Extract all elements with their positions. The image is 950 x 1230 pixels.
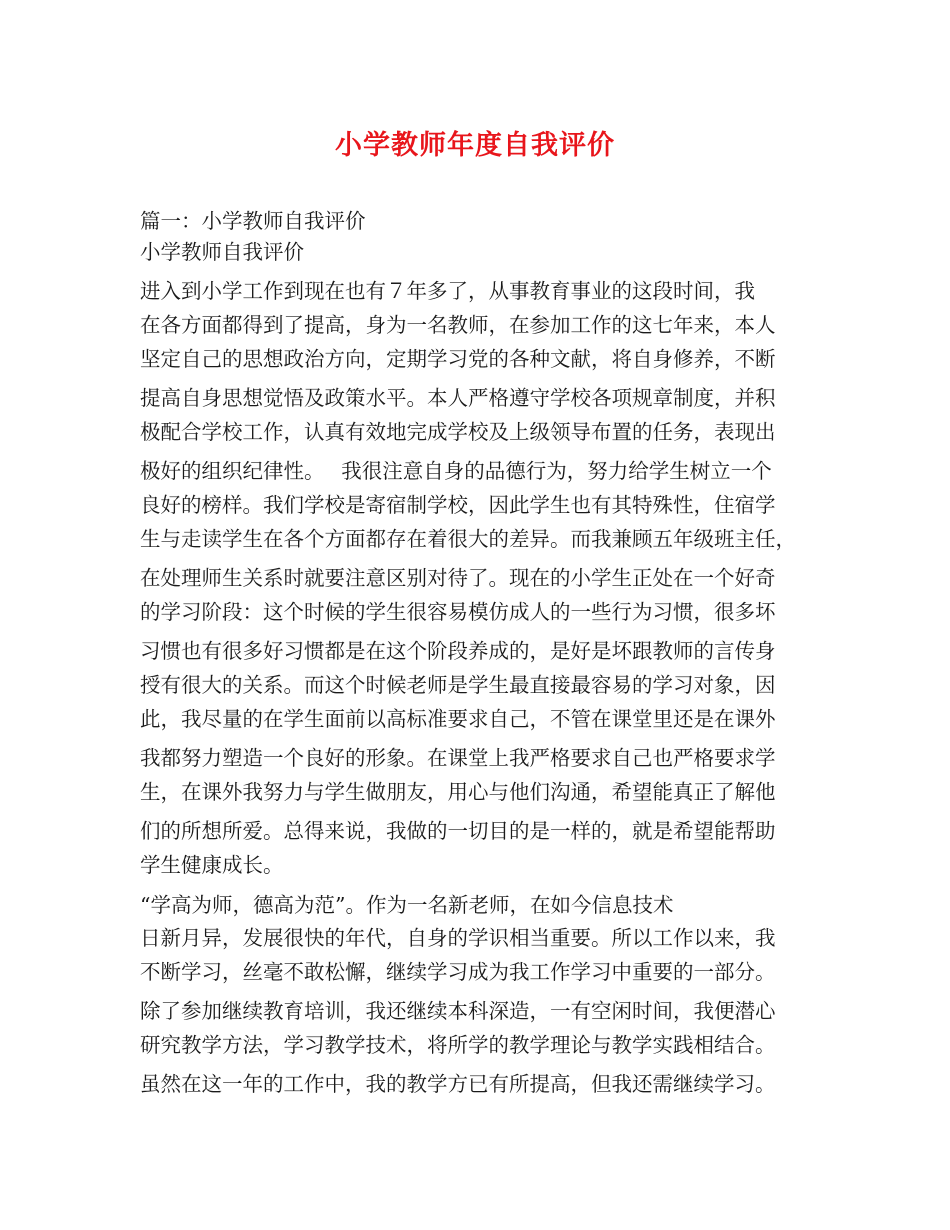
text-line: 不断学习，丝毫不敢松懈，继续学习成为我工作学习中重要的一部分。 (140, 960, 776, 984)
text-line: 极好的组织纪律性。 我很注意自身的品德行为，努力给学生树立一个 (140, 459, 772, 483)
text-line: 篇一：小学教师自我评价 (140, 209, 366, 233)
text-line: 进入到小学工作到现在也有７年多了，从事教育事业的这段时间，我 (140, 279, 755, 303)
text-line: 学生健康成长。 (140, 853, 284, 877)
text-line: 授有很大的关系。而这个时候老师是学生最直接最容易的学习对象，因 (140, 673, 776, 697)
text-line: 我都努力塑造一个良好的形象。在课堂上我严格要求自己也严格要求学 (140, 746, 776, 770)
text-line: 的学习阶段：这个时候的学生很容易模仿成人的一些行为习惯，很多坏 (140, 600, 776, 624)
text-line: 此，我尽量的在学生面前以高标准要求自己，不管在课堂里还是在课外 (140, 707, 776, 731)
text-line: 们的所想所爱。总得来说，我做的一切目的是一样的，就是希望能帮助 (140, 819, 776, 843)
text-line: 生，在课外我努力与学生做朋友，用心与他们沟通，希望能真正了解他 (140, 780, 776, 804)
text-line: 良好的榜样。我们学校是寄宿制学校，因此学生也有其特殊性，住宿学 (140, 493, 776, 517)
text-line: 提高自身思想觉悟及政策水平。本人严格遵守学校各项规章制度，并积 (140, 386, 776, 410)
text-line: 在各方面都得到了提高，身为一名教师，在参加工作的这七年来，本人 (140, 313, 776, 337)
text-line: 坚定自己的思想政治方向，定期学习党的各种文献，将自身修养，不断 (140, 347, 776, 371)
document-title: 小学教师年度自我评价 (335, 130, 615, 161)
text-line: 生与走读学生在各个方面都存在着很大的差异。而我兼顾五年级班主任， (140, 527, 796, 551)
text-line: 小学教师自我评价 (140, 240, 304, 264)
text-line: 习惯也有很多好习惯都是在这个阶段养成的，是好是坏跟教师的言传身 (140, 639, 776, 663)
text-line: 除了参加继续教育培训，我还继续本科深造，一有空闲时间，我便潜心 (140, 999, 776, 1023)
text-line: 极配合学校工作，认真有效地完成学校及上级领导布置的任务，表现出 (140, 420, 776, 444)
text-line: 日新月异，发展很快的年代，自身的学识相当重要。所以工作以来，我 (140, 926, 776, 950)
text-line: 虽然在这一年的工作中，我的教学方已有所提高，但我还需继续学习。 (140, 1072, 776, 1096)
text-line: “学高为师，德高为范”。作为一名新老师，在如今信息技术 (140, 893, 674, 917)
text-line: 研究教学方法，学习教学技术，将所学的教学理论与教学实践相结合。 (140, 1033, 776, 1057)
text-line: 在处理师生关系时就要注意区别对待了。现在的小学生正处在一个好奇 (140, 566, 776, 590)
